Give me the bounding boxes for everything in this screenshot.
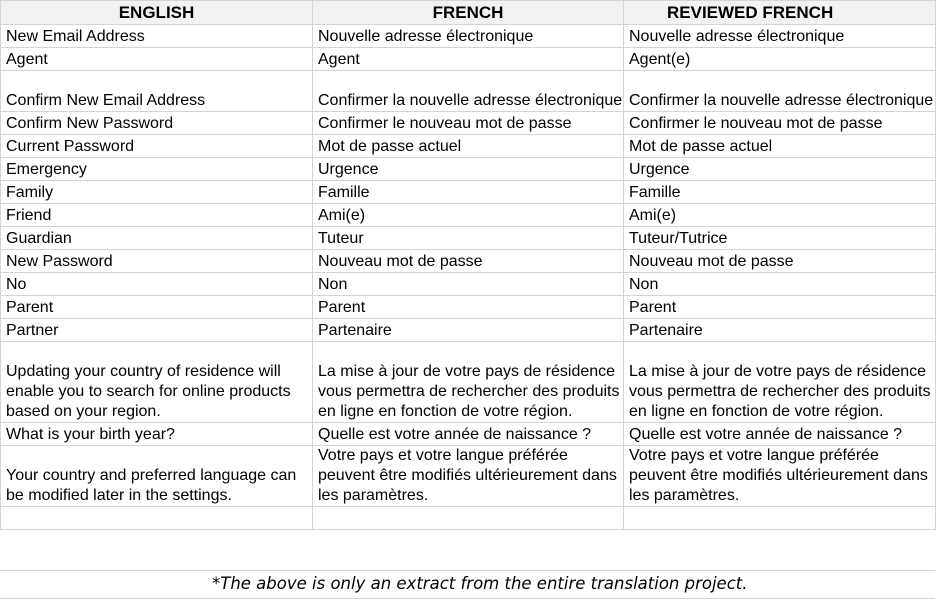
cell-english[interactable]: No (1, 273, 313, 296)
table-row (1, 71, 936, 112)
table-row (1, 112, 936, 135)
table-row (1, 227, 936, 250)
cell-english[interactable]: Updating your country of residence will enable you to search for online products based on your region. (1, 342, 313, 423)
header-reviewed-french[interactable]: REVIEWED FRENCH (624, 1, 936, 25)
table-row (1, 319, 936, 342)
table-row (1, 296, 936, 319)
table-row (1, 273, 936, 296)
table-row (1, 25, 936, 48)
cell-reviewed-french[interactable]: Nouveau mot de passe (624, 250, 936, 273)
empty-cell[interactable] (313, 507, 624, 530)
cell-reviewed-french[interactable]: Agent(e) (624, 48, 936, 71)
header-english[interactable]: ENGLISH (1, 1, 313, 25)
cell-french[interactable]: Partenaire (313, 319, 624, 342)
header-french[interactable]: FRENCH (313, 1, 624, 25)
table-row (1, 158, 936, 181)
cell-french[interactable]: Votre pays et votre langue préférée peuvent être modifiés ultérieurement dans les paramètres. (313, 446, 624, 507)
cell-french[interactable]: Quelle est votre année de naissance ? (313, 423, 624, 446)
cell-reviewed-french[interactable]: Confirmer le nouveau mot de passe (624, 112, 936, 135)
cell-french[interactable]: Parent (313, 296, 624, 319)
cell-reviewed-french[interactable]: Tuteur/Tutrice (624, 227, 936, 250)
table-row (1, 48, 936, 71)
cell-english[interactable]: New Email Address (1, 25, 313, 48)
footnote-row (0, 570, 935, 599)
empty-row (1, 507, 936, 530)
cell-french[interactable]: Nouveau mot de passe (313, 250, 624, 273)
table-row (1, 250, 936, 273)
cell-english[interactable]: Confirm New Password (1, 112, 313, 135)
cell-french[interactable]: Urgence (313, 158, 624, 181)
table-row (1, 204, 936, 227)
table-row (1, 446, 936, 507)
cell-english[interactable]: Agent (1, 48, 313, 71)
cell-english[interactable]: Partner (1, 319, 313, 342)
cell-english[interactable]: Friend (1, 204, 313, 227)
cell-reviewed-french[interactable]: Parent (624, 296, 936, 319)
cell-english[interactable]: Confirm New Email Address (1, 71, 313, 112)
cell-french[interactable]: Famille (313, 181, 624, 204)
cell-french[interactable]: Confirmer le nouveau mot de passe (313, 112, 624, 135)
table-row (1, 181, 936, 204)
cell-french[interactable]: Mot de passe actuel (313, 135, 624, 158)
header-row (1, 1, 936, 25)
cell-english[interactable]: Parent (1, 296, 313, 319)
cell-reviewed-french[interactable]: Votre pays et votre langue préférée peuvent être modifiés ultérieurement dans les paramètres. (624, 446, 936, 507)
cell-reviewed-french[interactable]: Quelle est votre année de naissance ? (624, 423, 936, 446)
table-row (1, 423, 936, 446)
cell-reviewed-french[interactable]: Confirmer la nouvelle adresse électronique (624, 71, 936, 112)
cell-french[interactable]: Confirmer la nouvelle adresse électronique (313, 71, 624, 112)
cell-reviewed-french[interactable]: Partenaire (624, 319, 936, 342)
cell-english[interactable]: New Password (1, 250, 313, 273)
cell-english[interactable]: Guardian (1, 227, 313, 250)
cell-reviewed-french[interactable]: Mot de passe actuel (624, 135, 936, 158)
cell-english[interactable]: What is your birth year? (1, 423, 313, 446)
cell-reviewed-french[interactable]: Non (624, 273, 936, 296)
cell-reviewed-french[interactable]: Ami(e) (624, 204, 936, 227)
cell-english[interactable]: Your country and preferred language can be modified later in the settings. (1, 446, 313, 507)
cell-reviewed-french[interactable]: La mise à jour de votre pays de résidence vous permettra de rechercher des produits en ligne en fonction de votre région. (624, 342, 936, 423)
cell-french[interactable]: Non (313, 273, 624, 296)
cell-reviewed-french[interactable]: Nouvelle adresse électronique (624, 25, 936, 48)
cell-french[interactable]: Nouvelle adresse électronique (313, 25, 624, 48)
cell-french[interactable]: Tuteur (313, 227, 624, 250)
cell-reviewed-french[interactable]: Famille (624, 181, 936, 204)
cell-english[interactable]: Family (1, 181, 313, 204)
cell-reviewed-french[interactable]: Urgence (624, 158, 936, 181)
empty-cell[interactable] (1, 507, 313, 530)
footnote: *The above is only an extract from the entire translation project. (212, 574, 748, 593)
cell-english[interactable]: Current Password (1, 135, 313, 158)
table-row (1, 342, 936, 423)
cell-french[interactable]: Agent (313, 48, 624, 71)
table-row (1, 135, 936, 158)
empty-cell[interactable] (624, 507, 936, 530)
cell-french[interactable]: Ami(e) (313, 204, 624, 227)
cell-english[interactable]: Emergency (1, 158, 313, 181)
cell-french[interactable]: La mise à jour de votre pays de résidence vous permettra de rechercher des produits en ligne en fonction de votre région. (313, 342, 624, 423)
